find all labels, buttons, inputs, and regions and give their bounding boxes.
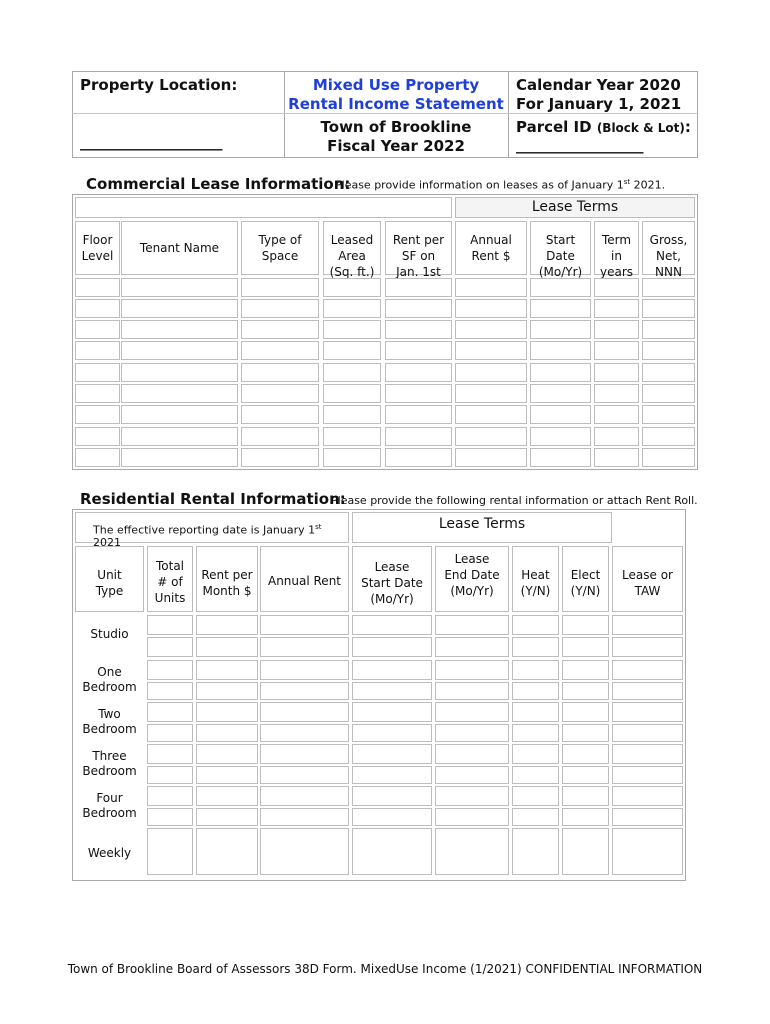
commercial-cell-r6-gross-net-nnn[interactable] [642, 384, 695, 403]
unit-type-three-bedroom: Three Bedroom [82, 749, 137, 778]
residential-cell-studio-rent-per-month[interactable] [196, 615, 258, 635]
commercial-cell-r8-tenant-name[interactable] [121, 427, 238, 446]
commercial-cell-r1-gross-net-nnn[interactable] [642, 278, 695, 297]
commercial-cell-r3-tenant-name[interactable] [121, 320, 238, 339]
residential-cell-three-bedroom-lease-or-taw[interactable] [612, 744, 683, 764]
residential-cell-one-bedroom-lease-start[interactable] [352, 660, 432, 680]
commercial-cell-r3-rent-per-sf[interactable] [385, 320, 452, 339]
commercial-cell-r6-floor-level[interactable] [75, 384, 120, 403]
residential-cell-studio-elect[interactable] [562, 615, 609, 635]
residential-cell-weekly-lease-or-taw[interactable] [612, 828, 683, 875]
residential-col-rent-per-month: Rent per Month $ [196, 546, 258, 612]
residential-cell-weekly-total-units[interactable] [147, 828, 193, 875]
residential-cell-studio-lease-or-taw-b[interactable] [612, 637, 683, 657]
unit-type-four-bedroom: Four Bedroom [82, 791, 137, 820]
parcel-id-text: Parcel ID [516, 118, 592, 136]
commercial-cell-r8-rent-per-sf[interactable] [385, 427, 452, 446]
fiscal-year: Fiscal Year 2022 [327, 137, 465, 155]
commercial-col-annual-rent: Annual Rent $ [455, 221, 527, 275]
commercial-cell-r8-annual-rent[interactable] [455, 427, 527, 446]
commercial-col-leased-area: Leased Area (Sq. ft.) [323, 221, 381, 275]
residential-cell-three-bedroom-heat[interactable] [512, 744, 559, 764]
residential-col-lease-start: Lease Start Date (Mo/Yr) [352, 546, 432, 612]
commercial-cell-r3-leased-area[interactable] [323, 320, 381, 339]
residential-col-total-units: Total # of Units [147, 546, 193, 612]
commercial-cell-r5-rent-per-sf[interactable] [385, 363, 452, 382]
residential-cell-three-bedroom-total-units-b[interactable] [147, 766, 193, 784]
commercial-cell-r6-term-years[interactable] [594, 384, 639, 403]
effective-date-year: 2021 [93, 535, 121, 549]
commercial-cell-r8-term-years[interactable] [594, 427, 639, 446]
residential-cell-two-bedroom-lease-end-b[interactable] [435, 724, 509, 742]
residential-cell-three-bedroom-elect-b[interactable] [562, 766, 609, 784]
commercial-cell-r3-gross-net-nnn[interactable] [642, 320, 695, 339]
commercial-cell-r2-gross-net-nnn[interactable] [642, 299, 695, 318]
residential-cell-three-bedroom-rent-per-month[interactable] [196, 744, 258, 764]
residential-cell-studio-elect-b[interactable] [562, 637, 609, 657]
residential-cell-weekly-rent-per-month[interactable] [196, 828, 258, 875]
commercial-cell-r4-term-years[interactable] [594, 341, 639, 360]
residential-cell-four-bedroom-lease-or-taw[interactable] [612, 786, 683, 806]
commercial-cell-r8-floor-level[interactable] [75, 427, 120, 446]
commercial-cell-r1-tenant-name[interactable] [121, 278, 238, 297]
commercial-cell-r6-leased-area[interactable] [323, 384, 381, 403]
commercial-col-tenant-name: Tenant Name [121, 221, 238, 275]
commercial-cell-r9-annual-rent[interactable] [455, 448, 527, 467]
form-title: Mixed Use Property [312, 76, 480, 94]
commercial-cell-r5-start-date[interactable] [530, 363, 591, 382]
commercial-cell-r5-type-of-space[interactable] [241, 363, 319, 382]
commercial-cell-r3-floor-level[interactable] [75, 320, 120, 339]
residential-cell-three-bedroom-heat-b[interactable] [512, 766, 559, 784]
unit-type-studio: Studio [90, 627, 129, 641]
residential-title: Residential Rental Information: [80, 490, 346, 508]
residential-cell-two-bedroom-lease-start-b[interactable] [352, 724, 432, 742]
commercial-cell-r9-start-date[interactable] [530, 448, 591, 467]
commercial-cell-r3-annual-rent[interactable] [455, 320, 527, 339]
residential-cell-four-bedroom-lease-start[interactable] [352, 786, 432, 806]
residential-cell-three-bedroom-annual-rent-b[interactable] [260, 766, 349, 784]
residential-cell-one-bedroom-rent-per-month[interactable] [196, 660, 258, 680]
residential-cell-four-bedroom-total-units[interactable] [147, 786, 193, 806]
commercial-note [335, 178, 665, 192]
residential-cell-one-bedroom-elect[interactable] [562, 660, 609, 680]
residential-cell-two-bedroom-heat[interactable] [512, 702, 559, 722]
residential-cell-three-bedroom-lease-end-b[interactable] [435, 766, 509, 784]
parcel-id-label [516, 118, 691, 136]
residential-cell-studio-rent-per-month-b[interactable] [196, 637, 258, 657]
commercial-cell-r9-type-of-space[interactable] [241, 448, 319, 467]
residential-cell-studio-annual-rent-b[interactable] [260, 637, 349, 657]
residential-cell-two-bedroom-rent-per-month-b[interactable] [196, 724, 258, 742]
commercial-cell-r7-start-date[interactable] [530, 405, 591, 424]
residential-cell-studio-heat[interactable] [512, 615, 559, 635]
town-name: Town of Brookline [320, 118, 472, 136]
residential-cell-three-bedroom-rent-per-month-b[interactable] [196, 766, 258, 784]
residential-lease-terms-header: Lease Terms [352, 512, 612, 543]
commercial-cell-r5-gross-net-nnn[interactable] [642, 363, 695, 382]
residential-cell-one-bedroom-elect-b[interactable] [562, 682, 609, 700]
residential-cell-one-bedroom-heat-b[interactable] [512, 682, 559, 700]
residential-cell-studio-heat-b[interactable] [512, 637, 559, 657]
commercial-cell-r7-rent-per-sf[interactable] [385, 405, 452, 424]
commercial-cell-r2-rent-per-sf[interactable] [385, 299, 452, 318]
residential-note: Please provide the following rental information or attach Rent Roll. [331, 494, 698, 507]
commercial-cell-r2-tenant-name[interactable] [121, 299, 238, 318]
unit-type-two-bedroom: Two Bedroom [82, 707, 137, 736]
unit-type-one-bedroom: One Bedroom [82, 665, 137, 694]
residential-cell-weekly-lease-start[interactable] [352, 828, 432, 875]
commercial-cell-r6-start-date[interactable] [530, 384, 591, 403]
effective-date-text: The effective reporting date is January 1 [93, 523, 316, 537]
commercial-cell-r5-term-years[interactable] [594, 363, 639, 382]
residential-cell-three-bedroom-lease-start[interactable] [352, 744, 432, 764]
commercial-cell-r1-term-years[interactable] [594, 278, 639, 297]
commercial-cell-r6-tenant-name[interactable] [121, 384, 238, 403]
residential-cell-studio-lease-end[interactable] [435, 615, 509, 635]
commercial-top-blank [75, 197, 452, 218]
property-location-field[interactable]: ___________________ [80, 133, 223, 151]
effective-date-box [75, 512, 349, 549]
residential-cell-studio-annual-rent[interactable] [260, 615, 349, 635]
commercial-cell-r2-term-years[interactable] [594, 299, 639, 318]
residential-cell-two-bedroom-lease-or-taw[interactable] [612, 702, 683, 722]
parcel-id-colon: : [684, 118, 691, 136]
footer-text: Town of Brookline Board of Assessors 38D Form. MixedUse Income (1/2021) CONFIDENTIAL INFORMATION [67, 962, 703, 976]
commercial-cell-r1-floor-level[interactable] [75, 278, 120, 297]
residential-cell-two-bedroom-lease-start[interactable] [352, 702, 432, 722]
commercial-note-sup: st [623, 178, 631, 186]
residential-cell-four-bedroom-lease-end-b[interactable] [435, 808, 509, 826]
commercial-cell-r3-start-date[interactable] [530, 320, 591, 339]
residential-cell-three-bedroom-total-units[interactable] [147, 744, 193, 764]
commercial-cell-r2-start-date[interactable] [530, 299, 591, 318]
residential-col-unit-type: Unit Type [75, 546, 144, 612]
parcel-id-sub: (Block & Lot) [596, 121, 685, 135]
commercial-note-text: Please provide information on leases as of January 1 [335, 178, 624, 192]
residential-cell-weekly-elect[interactable] [562, 828, 609, 875]
header-hline [72, 113, 698, 114]
commercial-cell-r7-tenant-name[interactable] [121, 405, 238, 424]
commercial-col-gross-net-nnn: Gross, Net, NNN [642, 221, 695, 275]
header-divider-2 [508, 71, 509, 158]
commercial-cell-r1-leased-area[interactable] [323, 278, 381, 297]
commercial-cell-r3-type-of-space[interactable] [241, 320, 319, 339]
residential-cell-four-bedroom-heat[interactable] [512, 786, 559, 806]
commercial-cell-r9-floor-level[interactable] [75, 448, 120, 467]
commercial-cell-r7-floor-level[interactable] [75, 405, 120, 424]
residential-cell-two-bedroom-total-units-b[interactable] [147, 724, 193, 742]
property-location-label: Property Location: [80, 76, 238, 94]
commercial-cell-r2-leased-area[interactable] [323, 299, 381, 318]
residential-cell-four-bedroom-elect-b[interactable] [562, 808, 609, 826]
commercial-cell-r7-annual-rent[interactable] [455, 405, 527, 424]
commercial-cell-r5-leased-area[interactable] [323, 363, 381, 382]
residential-cell-one-bedroom-total-units[interactable] [147, 660, 193, 680]
residential-cell-two-bedroom-elect[interactable] [562, 702, 609, 722]
commercial-lease-terms-header: Lease Terms [455, 197, 695, 218]
commercial-cell-r8-start-date[interactable] [530, 427, 591, 446]
residential-cell-studio-lease-or-taw[interactable] [612, 615, 683, 635]
residential-cell-four-bedroom-lease-end[interactable] [435, 786, 509, 806]
residential-cell-weekly-lease-end[interactable] [435, 828, 509, 875]
residential-cell-two-bedroom-rent-per-month[interactable] [196, 702, 258, 722]
commercial-cell-r4-rent-per-sf[interactable] [385, 341, 452, 360]
residential-cell-one-bedroom-lease-or-taw[interactable] [612, 660, 683, 680]
residential-cell-four-bedroom-annual-rent[interactable] [260, 786, 349, 806]
commercial-cell-r7-leased-area[interactable] [323, 405, 381, 424]
residential-cell-one-bedroom-total-units-b[interactable] [147, 682, 193, 700]
residential-cell-one-bedroom-lease-start-b[interactable] [352, 682, 432, 700]
residential-cell-four-bedroom-total-units-b[interactable] [147, 808, 193, 826]
residential-cell-two-bedroom-heat-b[interactable] [512, 724, 559, 742]
commercial-title: Commercial Lease Information: [86, 175, 351, 193]
commercial-cell-r6-type-of-space[interactable] [241, 384, 319, 403]
residential-cell-four-bedroom-lease-or-taw-b[interactable] [612, 808, 683, 826]
residential-cell-one-bedroom-annual-rent[interactable] [260, 660, 349, 680]
residential-cell-weekly-annual-rent[interactable] [260, 828, 349, 875]
residential-col-lease-end: Lease End Date (Mo/Yr) [435, 546, 509, 612]
commercial-col-rent-per-sf: Rent per SF on Jan. 1st [385, 221, 452, 275]
residential-cell-one-bedroom-rent-per-month-b[interactable] [196, 682, 258, 700]
commercial-cell-r5-tenant-name[interactable] [121, 363, 238, 382]
residential-cell-three-bedroom-elect[interactable] [562, 744, 609, 764]
residential-col-heat: Heat (Y/N) [512, 546, 559, 612]
commercial-cell-r7-gross-net-nnn[interactable] [642, 405, 695, 424]
calendar-year: Calendar Year 2020 [516, 76, 681, 94]
commercial-cell-r2-annual-rent[interactable] [455, 299, 527, 318]
residential-cell-two-bedroom-lease-end[interactable] [435, 702, 509, 722]
commercial-cell-r4-type-of-space[interactable] [241, 341, 319, 360]
residential-cell-studio-total-units[interactable] [147, 615, 193, 635]
residential-col-elect: Elect (Y/N) [562, 546, 609, 612]
residential-cell-studio-lease-start-b[interactable] [352, 637, 432, 657]
residential-cell-four-bedroom-lease-start-b[interactable] [352, 808, 432, 826]
commercial-cell-r9-gross-net-nnn[interactable] [642, 448, 695, 467]
commercial-cell-r9-term-years[interactable] [594, 448, 639, 467]
residential-cell-studio-lease-start[interactable] [352, 615, 432, 635]
residential-cell-four-bedroom-elect[interactable] [562, 786, 609, 806]
residential-cell-two-bedroom-annual-rent-b[interactable] [260, 724, 349, 742]
residential-cell-three-bedroom-lease-start-b[interactable] [352, 766, 432, 784]
for-date: For January 1, 2021 [516, 95, 682, 113]
commercial-cell-r1-start-date[interactable] [530, 278, 591, 297]
parcel-id-field[interactable]: _________________ [516, 136, 644, 154]
commercial-cell-r2-type-of-space[interactable] [241, 299, 319, 318]
commercial-cell-r4-annual-rent[interactable] [455, 341, 527, 360]
commercial-cell-r4-gross-net-nnn[interactable] [642, 341, 695, 360]
residential-col-lease-or-taw: Lease or TAW [612, 546, 683, 612]
residential-cell-one-bedroom-annual-rent-b[interactable] [260, 682, 349, 700]
commercial-cell-r8-type-of-space[interactable] [241, 427, 319, 446]
commercial-cell-r4-tenant-name[interactable] [121, 341, 238, 360]
unit-type-weekly: Weekly [87, 846, 132, 860]
commercial-cell-r4-leased-area[interactable] [323, 341, 381, 360]
commercial-cell-r2-floor-level[interactable] [75, 299, 120, 318]
commercial-cell-r7-type-of-space[interactable] [241, 405, 319, 424]
commercial-cell-r6-annual-rent[interactable] [455, 384, 527, 403]
commercial-col-term-years: Term in years [594, 221, 639, 275]
residential-cell-three-bedroom-annual-rent[interactable] [260, 744, 349, 764]
residential-cell-one-bedroom-lease-or-taw-b[interactable] [612, 682, 683, 700]
commercial-cell-r4-start-date[interactable] [530, 341, 591, 360]
residential-cell-three-bedroom-lease-end[interactable] [435, 744, 509, 764]
commercial-cell-r5-floor-level[interactable] [75, 363, 120, 382]
residential-cell-four-bedroom-annual-rent-b[interactable] [260, 808, 349, 826]
residential-cell-one-bedroom-lease-end-b[interactable] [435, 682, 509, 700]
residential-cell-four-bedroom-rent-per-month-b[interactable] [196, 808, 258, 826]
residential-cell-one-bedroom-heat[interactable] [512, 660, 559, 680]
residential-cell-four-bedroom-heat-b[interactable] [512, 808, 559, 826]
commercial-cell-r1-rent-per-sf[interactable] [385, 278, 452, 297]
residential-cell-three-bedroom-lease-or-taw-b[interactable] [612, 766, 683, 784]
residential-cell-studio-total-units-b[interactable] [147, 637, 193, 657]
commercial-cell-r8-gross-net-nnn[interactable] [642, 427, 695, 446]
effective-date-sup: st [315, 523, 322, 531]
residential-cell-two-bedroom-lease-or-taw-b[interactable] [612, 724, 683, 742]
residential-cell-studio-lease-end-b[interactable] [435, 637, 509, 657]
commercial-col-type-of-space: Type of Space [241, 221, 319, 275]
commercial-col-floor-level: Floor Level [75, 221, 120, 275]
residential-col-annual-rent: Annual Rent [260, 546, 349, 612]
commercial-note-year: 2021. [630, 178, 666, 192]
commercial-cell-r7-term-years[interactable] [594, 405, 639, 424]
form-subtitle: Rental Income Statement [288, 95, 504, 113]
commercial-cell-r1-type-of-space[interactable] [241, 278, 319, 297]
residential-cell-two-bedroom-annual-rent[interactable] [260, 702, 349, 722]
commercial-cell-r4-floor-level[interactable] [75, 341, 120, 360]
commercial-cell-r9-tenant-name[interactable] [121, 448, 238, 467]
residential-cell-one-bedroom-lease-end[interactable] [435, 660, 509, 680]
commercial-cell-r3-term-years[interactable] [594, 320, 639, 339]
commercial-cell-r9-rent-per-sf[interactable] [385, 448, 452, 467]
commercial-cell-r9-leased-area[interactable] [323, 448, 381, 467]
commercial-col-start-date: Start Date (Mo/Yr) [530, 221, 591, 275]
commercial-cell-r8-leased-area[interactable] [323, 427, 381, 446]
commercial-cell-r1-annual-rent[interactable] [455, 278, 527, 297]
residential-cell-two-bedroom-total-units[interactable] [147, 702, 193, 722]
commercial-cell-r6-rent-per-sf[interactable] [385, 384, 452, 403]
residential-cell-weekly-heat[interactable] [512, 828, 559, 875]
residential-cell-four-bedroom-rent-per-month[interactable] [196, 786, 258, 806]
commercial-cell-r5-annual-rent[interactable] [455, 363, 527, 382]
residential-cell-two-bedroom-elect-b[interactable] [562, 724, 609, 742]
